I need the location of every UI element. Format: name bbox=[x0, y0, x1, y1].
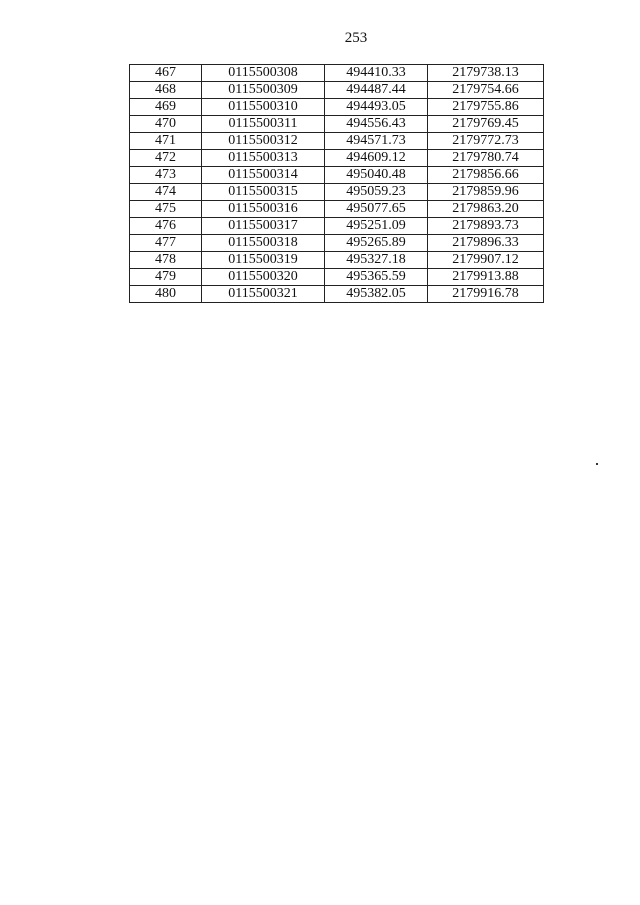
row-index-cell: 467 bbox=[130, 65, 202, 82]
x-coordinate-cell: 495265.89 bbox=[325, 235, 428, 252]
row-index-cell: 473 bbox=[130, 167, 202, 184]
point-id-cell: 0115500310 bbox=[202, 99, 325, 116]
row-index-cell: 470 bbox=[130, 116, 202, 133]
page-number: 253 bbox=[344, 30, 368, 46]
point-id-cell: 0115500315 bbox=[202, 184, 325, 201]
table-row bbox=[130, 201, 544, 218]
row-index-cell: 477 bbox=[130, 235, 202, 252]
point-id-cell: 0115500312 bbox=[202, 133, 325, 150]
stray-dot bbox=[596, 463, 598, 465]
table-row bbox=[130, 218, 544, 235]
y-coordinate-cell: 2179863.20 bbox=[428, 201, 544, 218]
y-coordinate-cell: 2179780.74 bbox=[428, 150, 544, 167]
table-row bbox=[130, 116, 544, 133]
point-id-cell: 0115500311 bbox=[202, 116, 325, 133]
coordinates-table bbox=[129, 64, 544, 303]
table-row bbox=[130, 150, 544, 167]
x-coordinate-cell: 495251.09 bbox=[325, 218, 428, 235]
point-id-cell: 0115500318 bbox=[202, 235, 325, 252]
table-row bbox=[130, 65, 544, 82]
row-index-cell: 480 bbox=[130, 286, 202, 303]
row-index-cell: 472 bbox=[130, 150, 202, 167]
row-index-cell: 479 bbox=[130, 269, 202, 286]
x-coordinate-cell: 494487.44 bbox=[325, 82, 428, 99]
table-row bbox=[130, 99, 544, 116]
x-coordinate-cell: 494571.73 bbox=[325, 133, 428, 150]
x-coordinate-cell: 495327.18 bbox=[325, 252, 428, 269]
y-coordinate-cell: 2179856.66 bbox=[428, 167, 544, 184]
point-id-cell: 0115500313 bbox=[202, 150, 325, 167]
y-coordinate-cell: 2179893.73 bbox=[428, 218, 544, 235]
row-index-cell: 475 bbox=[130, 201, 202, 218]
x-coordinate-cell: 494609.12 bbox=[325, 150, 428, 167]
y-coordinate-cell: 2179738.13 bbox=[428, 65, 544, 82]
point-id-cell: 0115500320 bbox=[202, 269, 325, 286]
x-coordinate-cell: 495059.23 bbox=[325, 184, 428, 201]
y-coordinate-cell: 2179755.86 bbox=[428, 99, 544, 116]
x-coordinate-cell: 494410.33 bbox=[325, 65, 428, 82]
row-index-cell: 476 bbox=[130, 218, 202, 235]
row-index-cell: 478 bbox=[130, 252, 202, 269]
table-row bbox=[130, 252, 544, 269]
x-coordinate-cell: 494493.05 bbox=[325, 99, 428, 116]
x-coordinate-cell: 495040.48 bbox=[325, 167, 428, 184]
x-coordinate-cell: 495077.65 bbox=[325, 201, 428, 218]
y-coordinate-cell: 2179896.33 bbox=[428, 235, 544, 252]
table-row bbox=[130, 235, 544, 252]
point-id-cell: 0115500317 bbox=[202, 218, 325, 235]
table-row bbox=[130, 133, 544, 150]
point-id-cell: 0115500319 bbox=[202, 252, 325, 269]
row-index-cell: 468 bbox=[130, 82, 202, 99]
x-coordinate-cell: 495382.05 bbox=[325, 286, 428, 303]
row-index-cell: 474 bbox=[130, 184, 202, 201]
y-coordinate-cell: 2179907.12 bbox=[428, 252, 544, 269]
point-id-cell: 0115500308 bbox=[202, 65, 325, 82]
table-row bbox=[130, 269, 544, 286]
y-coordinate-cell: 2179772.73 bbox=[428, 133, 544, 150]
point-id-cell: 0115500316 bbox=[202, 201, 325, 218]
y-coordinate-cell: 2179754.66 bbox=[428, 82, 544, 99]
table-row bbox=[130, 184, 544, 201]
table-row bbox=[130, 82, 544, 99]
row-index-cell: 471 bbox=[130, 133, 202, 150]
y-coordinate-cell: 2179913.88 bbox=[428, 269, 544, 286]
y-coordinate-cell: 2179916.78 bbox=[428, 286, 544, 303]
row-index-cell: 469 bbox=[130, 99, 202, 116]
y-coordinate-cell: 2179859.96 bbox=[428, 184, 544, 201]
table-row bbox=[130, 167, 544, 184]
point-id-cell: 0115500314 bbox=[202, 167, 325, 184]
y-coordinate-cell: 2179769.45 bbox=[428, 116, 544, 133]
point-id-cell: 0115500309 bbox=[202, 82, 325, 99]
table-row bbox=[130, 286, 544, 303]
x-coordinate-cell: 495365.59 bbox=[325, 269, 428, 286]
point-id-cell: 0115500321 bbox=[202, 286, 325, 303]
x-coordinate-cell: 494556.43 bbox=[325, 116, 428, 133]
